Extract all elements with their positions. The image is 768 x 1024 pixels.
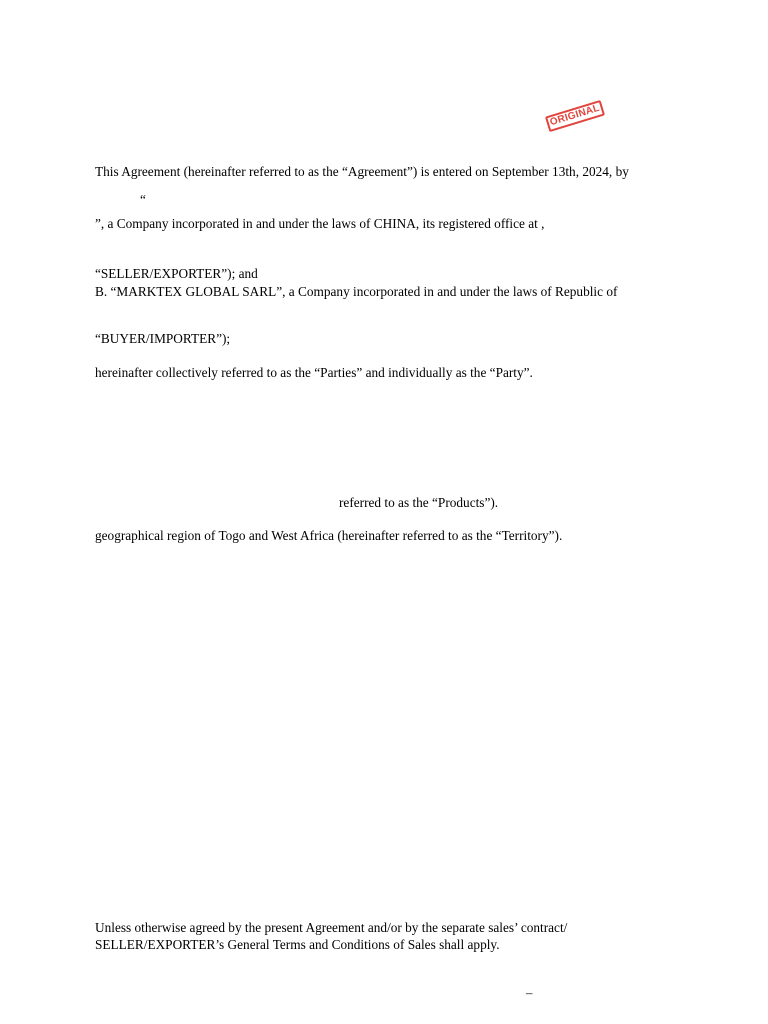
- original-stamp-text: ORIGINAL: [548, 102, 601, 129]
- parties-definition-line: hereinafter collectively referred to as the “Parties” and individually as the “Party”.: [95, 365, 533, 380]
- terms-line-2: SELLER/EXPORTER’s General Terms and Conditions of Sales shall apply.: [95, 937, 500, 952]
- original-stamp: [545, 100, 605, 132]
- seller-designation-line: “SELLER/EXPORTER”); and: [95, 266, 258, 281]
- buyer-designation-line: “BUYER/IMPORTER”);: [95, 331, 231, 346]
- territory-definition-line: geographical region of Togo and West Africa (hereinafter referred to as the “Territory”).: [95, 528, 563, 543]
- terms-line-1: Unless otherwise agreed by the present Agreement and/or by the separate sales’ contract/: [95, 920, 568, 935]
- agreement-intro-line: This Agreement (hereinafter referred to as the “Agreement”) is entered on September 13th, 2024, by: [95, 164, 629, 179]
- seller-company-line: ”, a Company incorporated in and under the laws of CHINA, its registered office at ,: [95, 216, 545, 231]
- footer-dash: –: [526, 985, 533, 1000]
- buyer-company-line: B. “MARKTEX GLOBAL SARL”, a Company incorporated in and under the laws of Republic of: [95, 284, 618, 299]
- products-definition-line: referred to as the “Products”).: [339, 495, 499, 510]
- open-quote-mark: “: [140, 192, 146, 207]
